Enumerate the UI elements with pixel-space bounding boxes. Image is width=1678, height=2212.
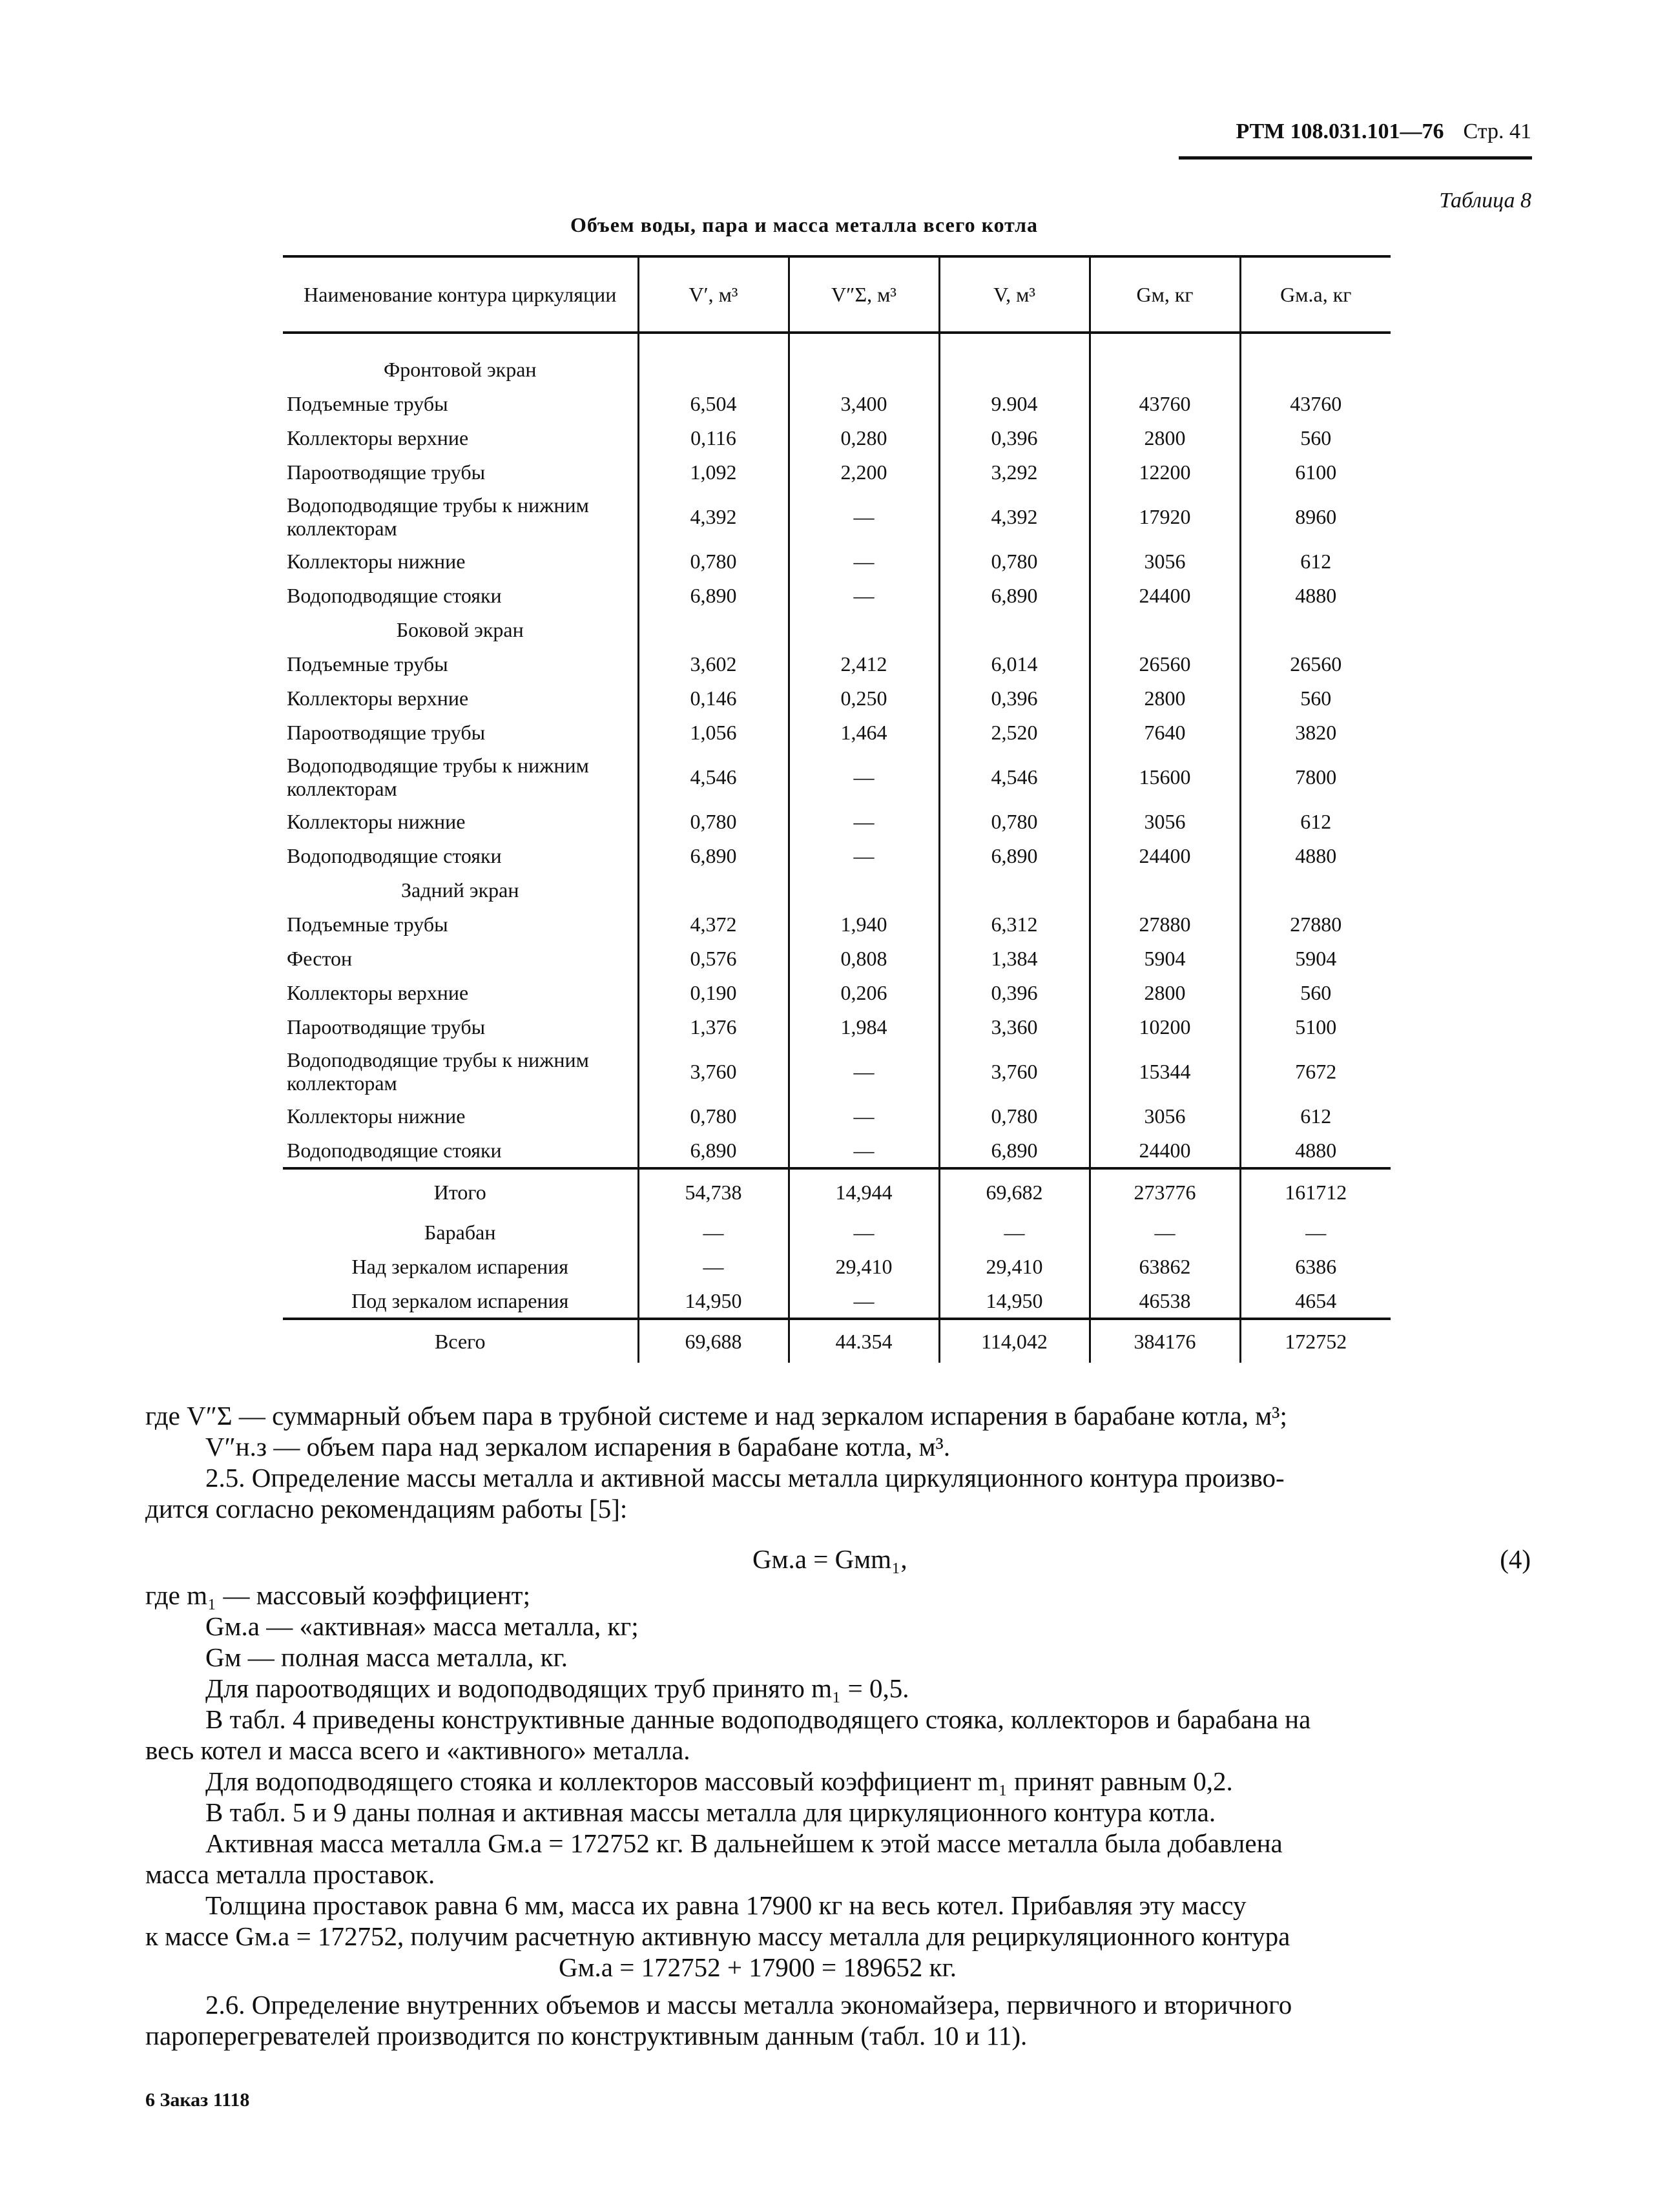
cell-v1: 0,116 bbox=[638, 420, 789, 455]
table-row bbox=[283, 455, 1391, 489]
cell-v: 14,950 bbox=[939, 1283, 1090, 1319]
cell-gm: 2800 bbox=[1090, 420, 1240, 455]
cell-gm: 12200 bbox=[1090, 455, 1240, 489]
row-name: Над зеркалом испарения bbox=[351, 1254, 568, 1278]
table-row bbox=[283, 1009, 1391, 1044]
text-line: Gм.а — «активная» масса металла, кг; bbox=[205, 1611, 639, 1641]
row-name: Пароотводящие трубы bbox=[287, 1015, 486, 1039]
doc-code: РТМ 108.031.101—76 bbox=[1236, 119, 1444, 143]
text-line: Gм.а = 172752 + 17900 = 189652 кг. bbox=[559, 1952, 957, 1982]
cell-v1: 14,950 bbox=[638, 1283, 789, 1319]
cell-v1: 6,504 bbox=[638, 386, 789, 420]
cell-v1: 1,376 bbox=[638, 1009, 789, 1044]
row-name: Подъемные трубы bbox=[287, 912, 448, 936]
row-name: Пароотводящие трубы bbox=[287, 720, 486, 744]
cell-v: 0,780 bbox=[939, 804, 1090, 838]
cell-v1 bbox=[638, 612, 789, 646]
cell-v1: 0,780 bbox=[638, 544, 789, 578]
cell-gm: 46538 bbox=[1090, 1283, 1240, 1319]
cell-gma: 161712 bbox=[1240, 1168, 1391, 1215]
cell-v1: 3,760 bbox=[638, 1044, 789, 1099]
cell-v2: — bbox=[789, 544, 939, 578]
col-header: V″Σ, м³ bbox=[789, 256, 939, 333]
cell-v1: 1,092 bbox=[638, 455, 789, 489]
text-line: 2.5. Определение массы металла и активной массы металла циркуляционного контура произво- bbox=[205, 1463, 1285, 1493]
cell-gm: 43760 bbox=[1090, 386, 1240, 420]
table-row bbox=[283, 715, 1391, 749]
cell-v: 0,396 bbox=[939, 975, 1090, 1009]
row-name: Итого bbox=[283, 1168, 638, 1215]
table-row bbox=[283, 907, 1391, 941]
table-row bbox=[283, 1283, 1391, 1319]
row-name: Барабан bbox=[424, 1220, 496, 1244]
col-header: Gм, кг bbox=[1090, 256, 1240, 333]
cell-gma: 5904 bbox=[1240, 941, 1391, 975]
cell-v1: — bbox=[638, 1215, 789, 1249]
cell-gma: 27880 bbox=[1240, 907, 1391, 941]
row-name: Боковой экран bbox=[396, 617, 524, 641]
cell-v: 29,410 bbox=[939, 1249, 1090, 1283]
cell-gma: 4880 bbox=[1240, 1133, 1391, 1168]
total-row bbox=[283, 1319, 1391, 1363]
cell-gma: 172752 bbox=[1240, 1319, 1391, 1363]
row-name: Всего bbox=[283, 1319, 638, 1363]
cell-v: 114,042 bbox=[939, 1319, 1090, 1363]
cell-v2: 0,280 bbox=[789, 420, 939, 455]
table-row bbox=[283, 489, 1391, 544]
row-name: Коллекторы нижние bbox=[287, 1104, 466, 1128]
text-line: V″н.з — объем пара над зеркалом испарения в барабане котла, м³. bbox=[205, 1432, 951, 1462]
cell-gm bbox=[1090, 873, 1240, 907]
cell-v2: — bbox=[789, 1283, 939, 1319]
table-row bbox=[283, 386, 1391, 420]
text-line: Толщина проставок равна 6 мм, масса их равна 17900 кг на весь котел. Прибавляя эту массу bbox=[205, 1890, 1247, 1920]
col-header: Gм.а, кг bbox=[1240, 256, 1391, 333]
cell-v: 1,384 bbox=[939, 941, 1090, 975]
cell-gma: 560 bbox=[1240, 420, 1391, 455]
cell-gm: 3056 bbox=[1090, 1099, 1240, 1133]
cell-v2: — bbox=[789, 1044, 939, 1099]
row-name: Водоподводящие стояки bbox=[287, 583, 502, 607]
table-row bbox=[283, 749, 1391, 804]
row-name: Задний экран bbox=[401, 878, 519, 902]
text-line: масса металла проставок. bbox=[145, 1859, 435, 1889]
table-row bbox=[283, 1044, 1391, 1099]
cell-v: 2,520 bbox=[939, 715, 1090, 749]
row-name: Водоподводящие трубы к нижним коллекторам bbox=[287, 493, 589, 540]
cell-gm: 27880 bbox=[1090, 907, 1240, 941]
row-name: Фестон bbox=[287, 946, 353, 970]
row-name: Коллекторы нижние bbox=[287, 549, 466, 573]
text-line: где V″Σ — суммарный объем пара в трубной системе и над зеркалом испарения в барабане котла, м³; bbox=[145, 1401, 1287, 1431]
cell-v1: 0,780 bbox=[638, 804, 789, 838]
cell-v1: 69,688 bbox=[638, 1319, 789, 1363]
cell-gma: 6100 bbox=[1240, 455, 1391, 489]
cell-v2 bbox=[789, 873, 939, 907]
cell-v1: 4,372 bbox=[638, 907, 789, 941]
cell-v1: 3,602 bbox=[638, 646, 789, 681]
cell-gma: 4654 bbox=[1240, 1283, 1391, 1319]
cell-gma: 560 bbox=[1240, 975, 1391, 1009]
cell-v2: — bbox=[789, 489, 939, 544]
cell-gm bbox=[1090, 333, 1240, 386]
cell-gma: 5100 bbox=[1240, 1009, 1391, 1044]
cell-v1: 0,146 bbox=[638, 681, 789, 715]
text-line: весь котел и масса всего и «активного» металла. bbox=[145, 1735, 690, 1765]
text-line: В табл. 5 и 9 даны полная и активная массы металла для циркуляционного контура котла. bbox=[205, 1797, 1216, 1827]
cell-gma: 43760 bbox=[1240, 386, 1391, 420]
cell-v: 6,890 bbox=[939, 1133, 1090, 1168]
cell-v1: 4,392 bbox=[638, 489, 789, 544]
cell-gm: 7640 bbox=[1090, 715, 1240, 749]
cell-v2: 0,808 bbox=[789, 941, 939, 975]
table-row bbox=[283, 1133, 1391, 1168]
cell-v: 0,396 bbox=[939, 681, 1090, 715]
cell-v2: 1,940 bbox=[789, 907, 939, 941]
cell-gm: 17920 bbox=[1090, 489, 1240, 544]
cell-v: 0,780 bbox=[939, 544, 1090, 578]
cell-gm: 24400 bbox=[1090, 838, 1240, 873]
cell-v2: 3,400 bbox=[789, 386, 939, 420]
cell-v1: 54,738 bbox=[638, 1168, 789, 1215]
table-title: Объем воды, пара и масса металла всего котла bbox=[570, 213, 1039, 236]
row-name: Коллекторы верхние bbox=[287, 980, 469, 1004]
row-name: Под зеркалом испарения bbox=[351, 1288, 569, 1312]
cell-v1: 0,780 bbox=[638, 1099, 789, 1133]
cell-gm: 24400 bbox=[1090, 1133, 1240, 1168]
cell-gma: 612 bbox=[1240, 804, 1391, 838]
cell-gma: 8960 bbox=[1240, 489, 1391, 544]
row-name: Водоподводящие стояки bbox=[287, 1138, 502, 1162]
table-row bbox=[283, 646, 1391, 681]
cell-gm: 5904 bbox=[1090, 941, 1240, 975]
cell-gm: 15344 bbox=[1090, 1044, 1240, 1099]
cell-v: 3,760 bbox=[939, 1044, 1090, 1099]
cell-v1: 1,056 bbox=[638, 715, 789, 749]
cell-v2: 0,250 bbox=[789, 681, 939, 715]
cell-v2: — bbox=[789, 1099, 939, 1133]
table-row bbox=[283, 1215, 1391, 1249]
col-header: V, м³ bbox=[939, 256, 1090, 333]
formula-number: (4) bbox=[1500, 1544, 1531, 1574]
text-line: пароперегревателей производится по конструктивным данным (табл. 10 и 11). bbox=[145, 2021, 1028, 2051]
cell-v: 6,890 bbox=[939, 578, 1090, 612]
text-line: В табл. 4 приведены конструктивные данные водоподводящего стояка, коллекторов и барабана на bbox=[205, 1704, 1311, 1734]
cell-v: — bbox=[939, 1215, 1090, 1249]
section-row bbox=[283, 612, 1391, 646]
cell-gma bbox=[1240, 612, 1391, 646]
cell-v bbox=[939, 612, 1090, 646]
page-header bbox=[1236, 119, 1531, 144]
table-row bbox=[283, 941, 1391, 975]
cell-gma: 560 bbox=[1240, 681, 1391, 715]
cell-v1: 6,890 bbox=[638, 1133, 789, 1168]
row-name: Фронтовой экран bbox=[383, 357, 537, 381]
body-text bbox=[145, 1580, 1531, 2051]
header-rule bbox=[1179, 156, 1532, 160]
cell-gma: — bbox=[1240, 1215, 1391, 1249]
body-text bbox=[145, 1400, 1531, 1524]
cell-v1: 0,576 bbox=[638, 941, 789, 975]
page-number: Стр. 41 bbox=[1463, 119, 1531, 143]
cell-v2: — bbox=[789, 1215, 939, 1249]
cell-v: 4,546 bbox=[939, 749, 1090, 804]
cell-gma: 7800 bbox=[1240, 749, 1391, 804]
row-name: Подъемные трубы bbox=[287, 652, 448, 676]
cell-gm: 2800 bbox=[1090, 681, 1240, 715]
cell-gma: 7672 bbox=[1240, 1044, 1391, 1099]
cell-v2: — bbox=[789, 804, 939, 838]
cell-v1 bbox=[638, 333, 789, 386]
cell-gm: 26560 bbox=[1090, 646, 1240, 681]
cell-gma: 6386 bbox=[1240, 1249, 1391, 1283]
cell-gm: 15600 bbox=[1090, 749, 1240, 804]
col-header: Наименование контура циркуляции bbox=[283, 256, 638, 333]
cell-v: 69,682 bbox=[939, 1168, 1090, 1215]
cell-gma: 4880 bbox=[1240, 578, 1391, 612]
text-line: Для водоподводящего стояка и коллекторов массовый коэффициент m₁ принят равным 0,2. bbox=[205, 1766, 1233, 1796]
text-line: Gм — полная масса металла, кг. bbox=[205, 1642, 568, 1672]
cell-gm: 3056 bbox=[1090, 544, 1240, 578]
row-name: Водоподводящие трубы к нижним коллекторам bbox=[287, 753, 589, 800]
cell-v2: 1,464 bbox=[789, 715, 939, 749]
cell-v: 0,396 bbox=[939, 420, 1090, 455]
cell-gm: 2800 bbox=[1090, 975, 1240, 1009]
cell-v: 6,014 bbox=[939, 646, 1090, 681]
cell-v1: 4,546 bbox=[638, 749, 789, 804]
table-row bbox=[283, 838, 1391, 873]
cell-gma: 612 bbox=[1240, 544, 1391, 578]
cell-v2: — bbox=[789, 578, 939, 612]
cell-v: 0,780 bbox=[939, 1099, 1090, 1133]
row-name: Водоподводящие трубы к нижним коллекторам bbox=[287, 1048, 589, 1095]
col-header: V′, м³ bbox=[638, 256, 789, 333]
table-row bbox=[283, 544, 1391, 578]
cell-gm: 24400 bbox=[1090, 578, 1240, 612]
cell-v2: — bbox=[789, 749, 939, 804]
row-name: Коллекторы нижние bbox=[287, 809, 466, 833]
row-name: Коллекторы верхние bbox=[287, 426, 469, 450]
cell-v2: 14,944 bbox=[789, 1168, 939, 1215]
cell-v: 9.904 bbox=[939, 386, 1090, 420]
table-header-row bbox=[283, 256, 1391, 333]
table-row bbox=[283, 578, 1391, 612]
text-line: дится согласно рекомендациям работы [5]: bbox=[145, 1494, 628, 1524]
table-row bbox=[283, 681, 1391, 715]
cell-v2 bbox=[789, 333, 939, 386]
text-line: Активная масса металла Gм.а = 172752 кг. В дальнейшем к этой массе металла была добавлена bbox=[205, 1828, 1283, 1858]
cell-v2: 1,984 bbox=[789, 1009, 939, 1044]
total-row bbox=[283, 1168, 1391, 1215]
cell-gma bbox=[1240, 873, 1391, 907]
text-line: 2.6. Определение внутренних объемов и массы металла экономайзера, первичного и вторичного bbox=[205, 1990, 1292, 2020]
cell-v2: — bbox=[789, 838, 939, 873]
row-name: Пароотводящие трубы bbox=[287, 460, 486, 484]
cell-v2 bbox=[789, 612, 939, 646]
cell-gma: 612 bbox=[1240, 1099, 1391, 1133]
text-line: к массе Gм.а = 172752, получим расчетную активную массу металла для рециркуляционного контура bbox=[145, 1921, 1290, 1951]
cell-v: 4,392 bbox=[939, 489, 1090, 544]
cell-gm bbox=[1090, 612, 1240, 646]
cell-v2: 29,410 bbox=[789, 1249, 939, 1283]
row-name: Подъемные трубы bbox=[287, 391, 448, 415]
table-row bbox=[283, 1249, 1391, 1283]
table-label: Таблица 8 bbox=[1439, 189, 1531, 212]
cell-gma: 4880 bbox=[1240, 838, 1391, 873]
page-footer: 6 Заказ 1118 bbox=[145, 2089, 250, 2111]
section-row bbox=[283, 873, 1391, 907]
table-row bbox=[283, 804, 1391, 838]
cell-v: 3,360 bbox=[939, 1009, 1090, 1044]
cell-v: 6,312 bbox=[939, 907, 1090, 941]
text-line: Для пароотводящих и водоподводящих труб принято m₁ = 0,5. bbox=[205, 1673, 909, 1703]
cell-v: 3,292 bbox=[939, 455, 1090, 489]
cell-v bbox=[939, 333, 1090, 386]
cell-gm: 63862 bbox=[1090, 1249, 1240, 1283]
cell-v2: 44.354 bbox=[789, 1319, 939, 1363]
cell-v1: — bbox=[638, 1249, 789, 1283]
cell-gm: 384176 bbox=[1090, 1319, 1240, 1363]
cell-v: 6,890 bbox=[939, 838, 1090, 873]
cell-v1: 6,890 bbox=[638, 838, 789, 873]
cell-v1 bbox=[638, 873, 789, 907]
section-row bbox=[283, 333, 1391, 386]
cell-v2: 2,200 bbox=[789, 455, 939, 489]
row-name: Водоподводящие стояки bbox=[287, 843, 502, 867]
cell-v2: 0,206 bbox=[789, 975, 939, 1009]
text-line: где m₁ — массовый коэффициент; bbox=[145, 1580, 530, 1610]
cell-v2: 2,412 bbox=[789, 646, 939, 681]
table-row bbox=[283, 975, 1391, 1009]
cell-gm: 10200 bbox=[1090, 1009, 1240, 1044]
cell-v1: 0,190 bbox=[638, 975, 789, 1009]
cell-gma bbox=[1240, 333, 1391, 386]
cell-gm: 273776 bbox=[1090, 1168, 1240, 1215]
table-row bbox=[283, 420, 1391, 455]
table-row bbox=[283, 1099, 1391, 1133]
cell-gm: — bbox=[1090, 1215, 1240, 1249]
data-table bbox=[283, 255, 1391, 1363]
cell-gma: 26560 bbox=[1240, 646, 1391, 681]
cell-gma: 3820 bbox=[1240, 715, 1391, 749]
row-name: Коллекторы верхние bbox=[287, 686, 469, 710]
cell-v bbox=[939, 873, 1090, 907]
cell-v2: — bbox=[789, 1133, 939, 1168]
cell-gm: 3056 bbox=[1090, 804, 1240, 838]
formula: Gм.а = Gмm₁, bbox=[752, 1544, 907, 1574]
cell-v1: 6,890 bbox=[638, 578, 789, 612]
